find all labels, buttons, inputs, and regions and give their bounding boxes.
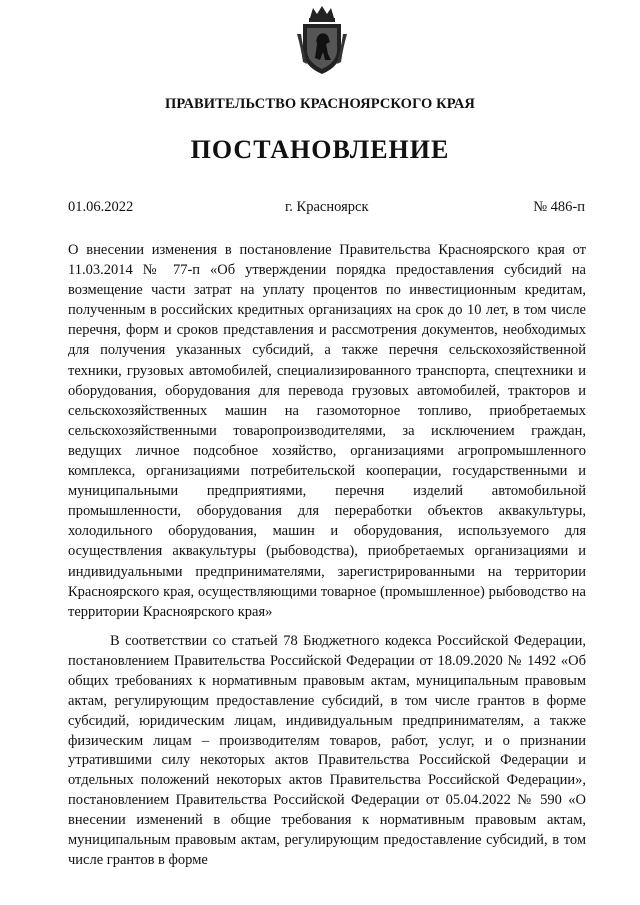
document-body-paragraph: В соответствии со статьей 78 Бюджетного кодекса Российской Федерации, постановлением Правительства Российской Федерации от 18.09.2020 № 1492 «Об общих требованиях к нормативным правовым актам, муниципальным правовым актам, регулирующим предоставление субсидий, в том числе грантов в форме субсидий, юридическим лицам, индивидуальным предпринимателям, а также физическим лицам – производителям товаров, работ, услуг, и о признании утратившими силу некоторых актов Правительства Российской Федерации и отдельных положений некоторых актов Правительства Российской Федерации», постановлением Правительства Российской Федерации от 05.04.2022 № 590 «О внесении изменений в общие требования к нормативным правовым актам, муниципальным правовым актам, регулирующим предоставление субсидий, в том числе грантов в форме (68, 633, 586, 868)
document-subject: О внесении изменения в постановление Правительства Красноярского края от 11.03.2014 № 77-п «Об утверждении порядка предоставления субсидий на возмещение части затрат на уплату процентов по инвестиционным кредитам, полученным в российских кредитных организациях на срок до 10 лет, в том числе перечня, форм и сроков представления и рассмотрения документов, необходимых для получения указанных субсидий, а также перечня сельскохозяйственной техники, грузовых автомобилей, специализированного транспорта, спецтехники и оборудования, оборудования для перевода грузовых автомобилей, тракторов и сельскохозяйственных машин на газомоторное топливо, приобретаемых сельскохозяйственными товаропроизводителями, за исключением граждан, ведущих личное подсобное хозяйство, организациями агропромышленного комплекса, организациями потребительской кооперации, государственными и муниципальными предприятиями, перечня изделий автомобильной промышленности, оборудования для переработки объектов аквакультуры, холодильного оборудования, машин и оборудования, используемого для осуществления аквакультуры (рыбоводства), приобретаемых организациями и индивидуальными предпринимателями, зарегистрированными на территории Красноярского края, осуществляющими товарное (промышленное) рыбоводство на территории Красноярского края» (68, 242, 586, 620)
document-city: г. Красноярск (285, 199, 369, 215)
coat-of-arms-icon (295, 4, 349, 76)
government-name: ПРАВИТЕЛЬСТВО КРАСНОЯРСКОГО КРАЯ (164, 96, 475, 112)
document-date: 01.06.2022 (68, 199, 134, 215)
document-number: № 486-п (533, 199, 585, 215)
document-type-title: ПОСТАНОВЛЕНИЕ (190, 135, 450, 164)
